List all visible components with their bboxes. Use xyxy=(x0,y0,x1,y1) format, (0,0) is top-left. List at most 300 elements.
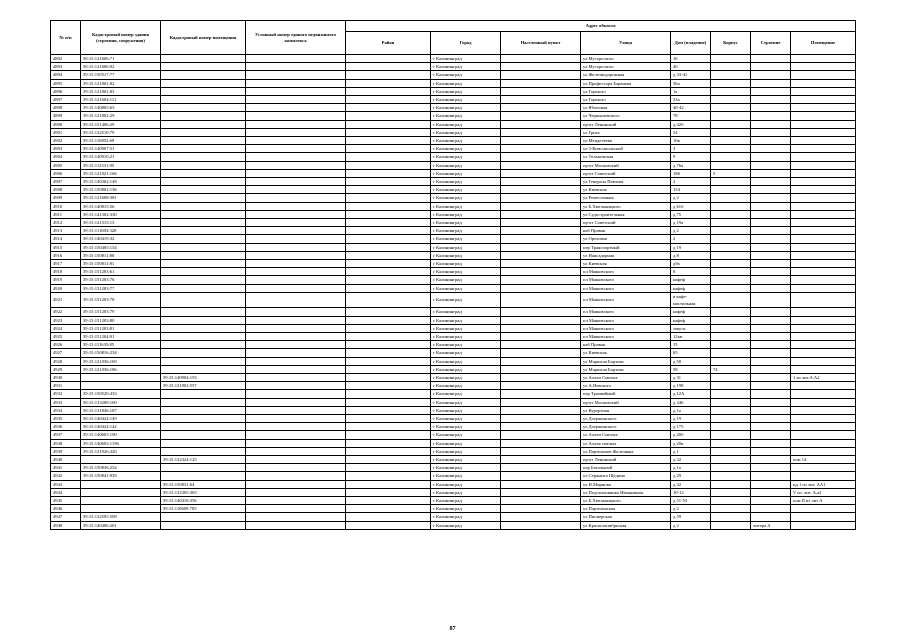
cell-num-text: 4921 xyxy=(53,297,63,303)
cell-pomeshchenie xyxy=(791,55,856,63)
cell-cad-building-text: 39:15:140419:32 xyxy=(83,236,115,242)
cell-num xyxy=(51,194,81,202)
cell-num xyxy=(51,357,81,365)
table-row xyxy=(51,178,856,186)
cell-settlement xyxy=(501,439,581,447)
cell-street xyxy=(581,153,671,161)
cell-house-text: закуск xyxy=(673,325,686,331)
cell-street xyxy=(581,464,671,472)
cell-cad-complex xyxy=(246,292,346,307)
cell-num xyxy=(51,202,81,210)
cell-korpus xyxy=(711,153,751,161)
cell-pomeshchenie xyxy=(791,96,856,104)
cell-cad-room xyxy=(161,55,246,63)
cell-cad-complex xyxy=(246,390,346,398)
cell-house xyxy=(671,292,711,307)
cell-street xyxy=(581,414,671,422)
cell-num-text: 4919 xyxy=(53,277,63,283)
cell-cad-room xyxy=(161,63,246,71)
cell-district xyxy=(346,87,431,95)
cell-house xyxy=(671,104,711,112)
cell-house xyxy=(671,276,711,284)
cell-cad-room xyxy=(161,349,246,357)
cell-settlement xyxy=(501,324,581,332)
cell-num-text: 4915 xyxy=(53,244,63,250)
cell-cad-building-text: 39:15:150811:80 xyxy=(83,252,115,258)
cell-num xyxy=(51,431,81,439)
cell-street-text: наб Правая xyxy=(583,228,605,234)
cell-cad-building xyxy=(81,284,161,292)
cell-cad-complex xyxy=(246,235,346,243)
cell-district xyxy=(346,365,431,373)
cell-num xyxy=(51,324,81,332)
cell-house-text: д 29 xyxy=(673,473,682,479)
cell-cad-building xyxy=(81,505,161,513)
cell-district xyxy=(346,210,431,218)
cell-pomeshchenie xyxy=(791,153,856,161)
cell-street xyxy=(581,431,671,439)
cell-house-text: д 2 xyxy=(673,195,679,201)
cell-cad-building-text: 39:15:121801:83 xyxy=(83,88,115,94)
cell-cad-building xyxy=(81,210,161,218)
cell-stroenie xyxy=(751,390,791,398)
cell-city-text: г Калининград xyxy=(433,481,462,487)
cell-house-text: д 59 xyxy=(673,514,682,520)
cell-street-text: ул А.Невского xyxy=(583,383,611,389)
cell-city-text: г Калининград xyxy=(433,220,462,226)
header-row-1 xyxy=(51,21,856,32)
cell-cad-complex xyxy=(246,398,346,406)
cell-settlement xyxy=(501,104,581,112)
cell-cad-complex xyxy=(246,120,346,128)
cell-num-text: 4925 xyxy=(53,333,63,339)
cell-house xyxy=(671,55,711,63)
cell-street-text: ул Дзержинского xyxy=(583,424,617,430)
cell-house xyxy=(671,365,711,373)
cell-pomeshchenie xyxy=(791,243,856,251)
cell-num xyxy=(51,235,81,243)
cell-cad-room xyxy=(161,227,246,235)
cell-house-text: д 31 xyxy=(673,374,682,380)
cell-cad-building-text: 39:15:131926:320 xyxy=(83,448,117,454)
cell-street xyxy=(581,284,671,292)
cell-cad-building xyxy=(81,414,161,422)
cell-house-text: кафеф xyxy=(673,317,686,323)
cell-cad-building xyxy=(81,227,161,235)
cell-cad-building xyxy=(81,186,161,194)
cell-settlement xyxy=(501,87,581,95)
cell-street xyxy=(581,161,671,169)
cell-city-text: г Калининград xyxy=(433,195,462,201)
cell-cad-building xyxy=(81,373,161,381)
cell-city-text: г Калининград xyxy=(433,506,462,512)
cell-city-text: г Калининград xyxy=(433,317,462,323)
cell-num-text: 4942 xyxy=(53,473,63,479)
cell-cad-complex xyxy=(246,488,346,496)
cell-cad-complex xyxy=(246,63,346,71)
col-header-street: Улица xyxy=(581,32,671,55)
cell-cad-building-text: 39:15:140910:21 xyxy=(83,154,115,160)
cell-cad-complex xyxy=(246,455,346,463)
cell-stroenie xyxy=(751,414,791,422)
cell-house-text: д 32 xyxy=(673,481,682,487)
cell-city xyxy=(431,447,501,455)
cell-num-text: 4940 xyxy=(53,456,63,462)
cell-cad-building xyxy=(81,513,161,521)
cell-city-text: г Калининград xyxy=(433,285,462,291)
cell-house xyxy=(671,186,711,194)
cell-cad-room xyxy=(161,145,246,153)
table-row xyxy=(51,96,856,104)
cell-cad-building xyxy=(81,341,161,349)
cell-korpus xyxy=(711,268,751,276)
cell-settlement xyxy=(501,464,581,472)
cell-street xyxy=(581,128,671,136)
cell-city-text: г Калининград xyxy=(433,497,462,503)
cell-house xyxy=(671,373,711,381)
table-row xyxy=(51,447,856,455)
cell-street-text: ул Б.Хмельницкого xyxy=(583,497,621,503)
cell-city-text: г Калининград xyxy=(433,333,462,339)
cell-settlement xyxy=(501,513,581,521)
cell-cad-building xyxy=(81,365,161,373)
cell-num-text: 4933 xyxy=(53,399,63,405)
table-row xyxy=(51,373,856,381)
cell-pomeshchenie xyxy=(791,128,856,136)
cell-cad-complex xyxy=(246,316,346,324)
cell-num xyxy=(51,382,81,390)
cell-cad-building-text: 39:15:141302:330 xyxy=(83,211,117,217)
cell-cad-building xyxy=(81,292,161,307)
cell-cad-building xyxy=(81,472,161,480)
cell-korpus xyxy=(711,96,751,104)
cell-cad-building-text: 39:15:121021:166 xyxy=(83,170,117,176)
cell-settlement xyxy=(501,284,581,292)
cell-street-text: ул Чернышевского xyxy=(583,113,620,119)
cell-num xyxy=(51,505,81,513)
cell-settlement xyxy=(501,71,581,79)
cell-house-text: 9 xyxy=(673,154,676,160)
cell-district xyxy=(346,308,431,316)
cell-cad-room xyxy=(161,332,246,340)
cell-cad-building-text: 39:15:140603:190 xyxy=(83,432,117,438)
cell-city xyxy=(431,55,501,63)
cell-street-text: ул Ремесленная xyxy=(583,195,614,201)
cell-stroenie xyxy=(751,406,791,414)
cell-city-text: г Калининград xyxy=(433,473,462,479)
cell-korpus xyxy=(711,210,751,218)
cell-settlement xyxy=(501,390,581,398)
cell-district xyxy=(346,71,431,79)
cell-cad-complex xyxy=(246,332,346,340)
cell-city xyxy=(431,194,501,202)
cell-num-text: 4913 xyxy=(53,228,63,234)
cell-cad-room xyxy=(161,235,246,243)
cell-city xyxy=(431,373,501,381)
cell-cad-building xyxy=(81,308,161,316)
table-row xyxy=(51,464,856,472)
cell-stroenie xyxy=(751,488,791,496)
cell-korpus xyxy=(711,341,751,349)
table-row xyxy=(51,55,856,63)
cell-house xyxy=(671,480,711,488)
cell-district xyxy=(346,472,431,480)
cell-street-text: ул Тельмовская xyxy=(583,154,614,160)
cell-cad-complex xyxy=(246,439,346,447)
cell-korpus xyxy=(711,161,751,169)
property-table xyxy=(50,20,856,530)
cell-cad-complex xyxy=(246,153,346,161)
cell-korpus xyxy=(711,447,751,455)
cell-num-text: 4898 xyxy=(53,105,63,111)
cell-settlement xyxy=(501,382,581,390)
cell-stroenie xyxy=(751,128,791,136)
cell-cad-room xyxy=(161,87,246,95)
cell-house xyxy=(671,496,711,504)
cell-num xyxy=(51,284,81,292)
cell-street-text: ул Маршала Борзова xyxy=(583,366,624,372)
cell-cad-complex xyxy=(246,145,346,153)
cell-house-text: д 2 xyxy=(673,228,679,234)
cell-house xyxy=(671,227,711,235)
table-row xyxy=(51,423,856,431)
cell-city xyxy=(431,324,501,332)
cell-pomeshchenie xyxy=(791,423,856,431)
cell-pomeshchenie xyxy=(791,276,856,284)
table-row xyxy=(51,439,856,447)
cell-cad-building-text: 39:15:150816:234 xyxy=(83,350,117,356)
cell-korpus xyxy=(711,382,751,390)
cell-cad-room xyxy=(161,292,246,307)
table-row xyxy=(51,87,856,95)
cell-street-text: пл Маяковского xyxy=(583,333,614,339)
cell-cad-room xyxy=(161,480,246,488)
cell-district xyxy=(346,349,431,357)
cell-city-text: г Калининград xyxy=(433,244,462,250)
cell-cad-building xyxy=(81,496,161,504)
cell-street xyxy=(581,71,671,79)
cell-city-text: г Калининград xyxy=(433,522,462,528)
cell-house-text: 40-42 xyxy=(673,105,684,111)
cell-district xyxy=(346,243,431,251)
cell-cad-building xyxy=(81,439,161,447)
cell-cad-building xyxy=(81,235,161,243)
cell-num xyxy=(51,120,81,128)
cell-district xyxy=(346,431,431,439)
cell-settlement xyxy=(501,145,581,153)
cell-district xyxy=(346,194,431,202)
cell-street xyxy=(581,447,671,455)
cell-pomeshchenie-text: пом II из лит А xyxy=(793,497,823,503)
cell-city-text: г Калининград xyxy=(433,374,462,380)
cell-house-text: д 61б xyxy=(673,203,684,209)
cell-settlement xyxy=(501,137,581,145)
cell-korpus-text: 74 xyxy=(713,366,718,372)
cell-pomeshchenie xyxy=(791,349,856,357)
cell-num xyxy=(51,128,81,136)
cell-num xyxy=(51,169,81,177)
cell-city xyxy=(431,276,501,284)
cell-cad-room xyxy=(161,406,246,414)
cell-city-text: г Калининград xyxy=(433,211,462,217)
cell-korpus-text: 5 xyxy=(713,170,716,176)
table-row xyxy=(51,349,856,357)
cell-city-text: г Калининград xyxy=(433,309,462,315)
cell-korpus xyxy=(711,55,751,63)
cell-house-text: д 2 xyxy=(673,522,679,528)
cell-house-text: 154 xyxy=(673,187,680,193)
cell-korpus xyxy=(711,423,751,431)
cell-district xyxy=(346,63,431,71)
cell-city-text: г Калининград xyxy=(433,236,462,242)
cell-stroenie xyxy=(751,464,791,472)
table-row xyxy=(51,431,856,439)
cell-num-text: 4918 xyxy=(53,269,63,275)
cell-district xyxy=(346,79,431,87)
cell-street-text: ул Пионерская xyxy=(583,514,612,520)
cell-street-text: ул Горького xyxy=(583,88,606,94)
cell-house-text: 2 xyxy=(673,236,676,242)
cell-cad-building xyxy=(81,63,161,71)
cell-street xyxy=(581,145,671,153)
cell-settlement xyxy=(501,455,581,463)
cell-street xyxy=(581,472,671,480)
cell-pomeshchenie-text: нд 1 из лит. АА1 xyxy=(793,481,826,487)
cell-street-text: пр-кт Ленинский xyxy=(583,456,617,462)
cell-korpus xyxy=(711,178,751,186)
cell-pomeshchenie xyxy=(791,178,856,186)
cell-settlement xyxy=(501,243,581,251)
cell-num xyxy=(51,349,81,357)
cell-house xyxy=(671,178,711,186)
cell-cad-room xyxy=(161,194,246,202)
cell-city xyxy=(431,308,501,316)
table-row xyxy=(51,161,856,169)
cell-city xyxy=(431,431,501,439)
cell-settlement xyxy=(501,63,581,71)
cell-district xyxy=(346,178,431,186)
cell-district xyxy=(346,480,431,488)
cell-house xyxy=(671,112,711,120)
cell-house xyxy=(671,79,711,87)
cell-house xyxy=(671,251,711,259)
cell-cad-building xyxy=(81,55,161,63)
cell-district xyxy=(346,169,431,177)
cell-korpus xyxy=(711,202,751,210)
cell-settlement xyxy=(501,398,581,406)
cell-street-text: пл Маяковского xyxy=(583,297,614,303)
cell-cad-building-text: 39:15:151203:61 xyxy=(83,269,115,275)
cell-cad-building xyxy=(81,202,161,210)
cell-korpus xyxy=(711,120,751,128)
cell-cad-building xyxy=(81,104,161,112)
cell-district xyxy=(346,137,431,145)
cell-city-text: г Калининград xyxy=(433,297,462,303)
cell-city xyxy=(431,439,501,447)
cell-street xyxy=(581,87,671,95)
cell-cad-complex xyxy=(246,137,346,145)
cell-street-text: наб Правая xyxy=(583,342,605,348)
cell-house xyxy=(671,357,711,365)
table-row xyxy=(51,128,856,136)
cell-cad-building-text: 39:15:112531:95 xyxy=(83,162,115,168)
cell-street-text: пр-кт Ленинский xyxy=(583,121,617,127)
table-row xyxy=(51,496,856,504)
cell-num xyxy=(51,137,81,145)
cell-cad-room xyxy=(161,251,246,259)
cell-district xyxy=(346,373,431,381)
cell-house xyxy=(671,455,711,463)
cell-district xyxy=(346,488,431,496)
cell-cad-room xyxy=(161,128,246,136)
cell-stroenie xyxy=(751,324,791,332)
cell-stroenie xyxy=(751,63,791,71)
cell-settlement xyxy=(501,496,581,504)
cell-pomeshchenie xyxy=(791,268,856,276)
cell-settlement xyxy=(501,79,581,87)
cell-district xyxy=(346,260,431,268)
cell-settlement xyxy=(501,316,581,324)
cell-num-text: 4893 xyxy=(53,64,63,70)
cell-street-text: ул Партизанская xyxy=(583,506,616,512)
cell-city-text: г Калининград xyxy=(433,456,462,462)
cell-city-text: г Калининград xyxy=(433,391,462,397)
cell-num-text: 4899 xyxy=(53,113,63,119)
cell-district xyxy=(346,235,431,243)
table-row xyxy=(51,513,856,521)
cell-settlement xyxy=(501,341,581,349)
cell-settlement xyxy=(501,202,581,210)
cell-num-text: 4892 xyxy=(53,56,63,61)
cell-cad-building-text: 39:15:150405:154 xyxy=(83,244,117,250)
cell-num xyxy=(51,145,81,153)
cell-cad-room xyxy=(161,472,246,480)
cell-house-text: кафеф xyxy=(673,285,686,291)
cell-cad-building xyxy=(81,324,161,332)
cell-district xyxy=(346,120,431,128)
cell-stroenie xyxy=(751,316,791,324)
table-body xyxy=(51,55,856,530)
cell-num-text: 4946 xyxy=(53,506,63,512)
cell-cad-building-text: 39:15:150811:81 xyxy=(83,261,115,267)
cell-house-text: д 1а xyxy=(673,465,681,471)
cell-pomeshchenie xyxy=(791,137,856,145)
cell-city xyxy=(431,161,501,169)
cell-settlement xyxy=(501,480,581,488)
cell-cad-complex xyxy=(246,276,346,284)
table-row xyxy=(51,145,856,153)
cell-street xyxy=(581,398,671,406)
cell-settlement xyxy=(501,161,581,169)
cell-house xyxy=(671,341,711,349)
cell-city xyxy=(431,406,501,414)
cell-stroenie xyxy=(751,284,791,292)
cell-district xyxy=(346,447,431,455)
cell-district xyxy=(346,145,431,153)
cell-settlement xyxy=(501,488,581,496)
cell-cad-room xyxy=(161,373,246,381)
cell-city xyxy=(431,137,501,145)
cell-cad-building xyxy=(81,251,161,259)
cell-house-text: 16 xyxy=(673,56,678,61)
cell-num xyxy=(51,292,81,307)
cell-cad-building-text: 39:15:140362:148 xyxy=(83,179,117,185)
cell-cad-complex xyxy=(246,128,346,136)
cell-stroenie xyxy=(751,186,791,194)
cell-settlement xyxy=(501,447,581,455)
cell-stroenie xyxy=(751,455,791,463)
cell-house-text: д 12А xyxy=(673,391,685,397)
